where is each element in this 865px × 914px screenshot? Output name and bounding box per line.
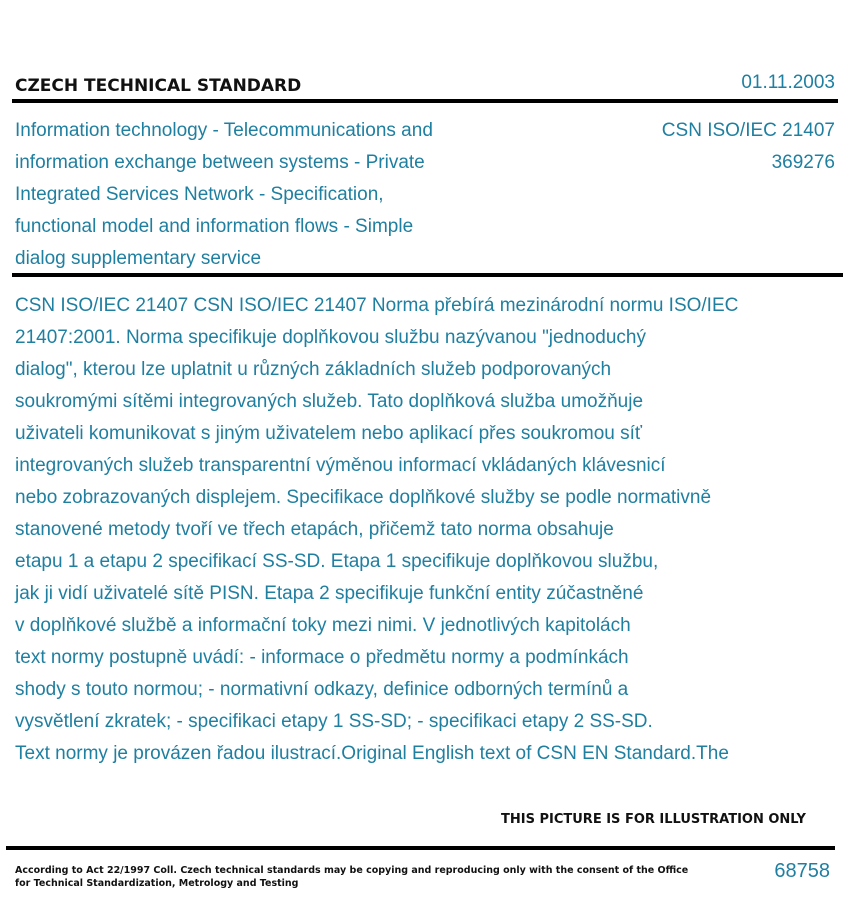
abstract-line: etapu 1 a etapu 2 specifikací SS-SD. Etapa 1 specifikuje doplňkovou službu, [15, 551, 659, 572]
publication-date: 01.11.2003 [741, 72, 835, 93]
abstract-line: Text normy je provázen řadou ilustrací.Original English text of CSN EN Standard.The [15, 743, 729, 764]
copyright-line: According to Act 22/1997 Coll. Czech technical standards may be copying and reproducing only with the consent of the Office [15, 865, 689, 876]
title-line: Integrated Services Network - Specification, [15, 184, 384, 205]
title-rule [12, 273, 843, 277]
title-line: functional model and information flows - Simple [15, 216, 414, 237]
abstract-line: text normy postupně uvádí: - informace o předmětu normy a podmínkách [15, 647, 629, 668]
copyright-line: for Technical Standardization, Metrology and Testing [15, 878, 299, 889]
standard-title [15, 115, 535, 275]
document-number: 68758 [774, 860, 830, 882]
abstract-text [15, 290, 855, 770]
standard-codes [662, 115, 835, 179]
abstract-line: integrovaných služeb transparentní výměnou informací vkládaných klávesnicí [15, 455, 666, 476]
title-line: information exchange between systems - Private [15, 152, 425, 173]
abstract-line: shody s touto normou; - normativní odkazy, definice odborných termínů a [15, 679, 629, 700]
illustration-note: THIS PICTURE IS FOR ILLUSTRATION ONLY [501, 812, 806, 827]
abstract-line: vysvětlení zkratek; - specifikaci etapy 1 SS-SD; - specifikaci etapy 2 SS-SD. [15, 711, 653, 732]
abstract-line: jak ji vidí uživatelé sítě PISN. Etapa 2 specifikuje funkční entity zúčastněné [15, 583, 644, 604]
abstract-line: uživateli komunikovat s jiným uživatelem nebo aplikací přes soukromou síť [15, 423, 643, 444]
header-rule [12, 99, 838, 103]
abstract-line: stanovené metody tvoří ve třech etapách, přičemž tato norma obsahuje [15, 519, 614, 540]
title-line: dialog supplementary service [15, 248, 262, 269]
standard-label: CZECH TECHNICAL STANDARD [15, 76, 302, 96]
footer-rule [6, 846, 835, 850]
catalog-number: 369276 [771, 152, 835, 173]
abstract-line: CSN ISO/IEC 21407 CSN ISO/IEC 21407 Norma přebírá mezinárodní normu ISO/IEC [15, 295, 739, 316]
abstract-line: dialog", kterou lze uplatnit u různých základních služeb podporovaných [15, 359, 612, 380]
abstract-line: soukromými sítěmi integrovaných služeb. Tato doplňková služba umožňuje [15, 391, 644, 412]
standard-code: CSN ISO/IEC 21407 [661, 120, 835, 141]
title-line: Information technology - Telecommunications and [15, 120, 433, 141]
abstract-line: v doplňkové službě a informační toky mezi nimi. V jednotlivých kapitolách [15, 615, 631, 636]
abstract-line: nebo zobrazovaných displejem. Specifikace doplňkové služby se podle normativně [15, 487, 712, 508]
abstract-line: 21407:2001. Norma specifikuje doplňkovou službu nazývanou "jednoduchý [15, 327, 646, 348]
copyright-note [15, 864, 688, 890]
